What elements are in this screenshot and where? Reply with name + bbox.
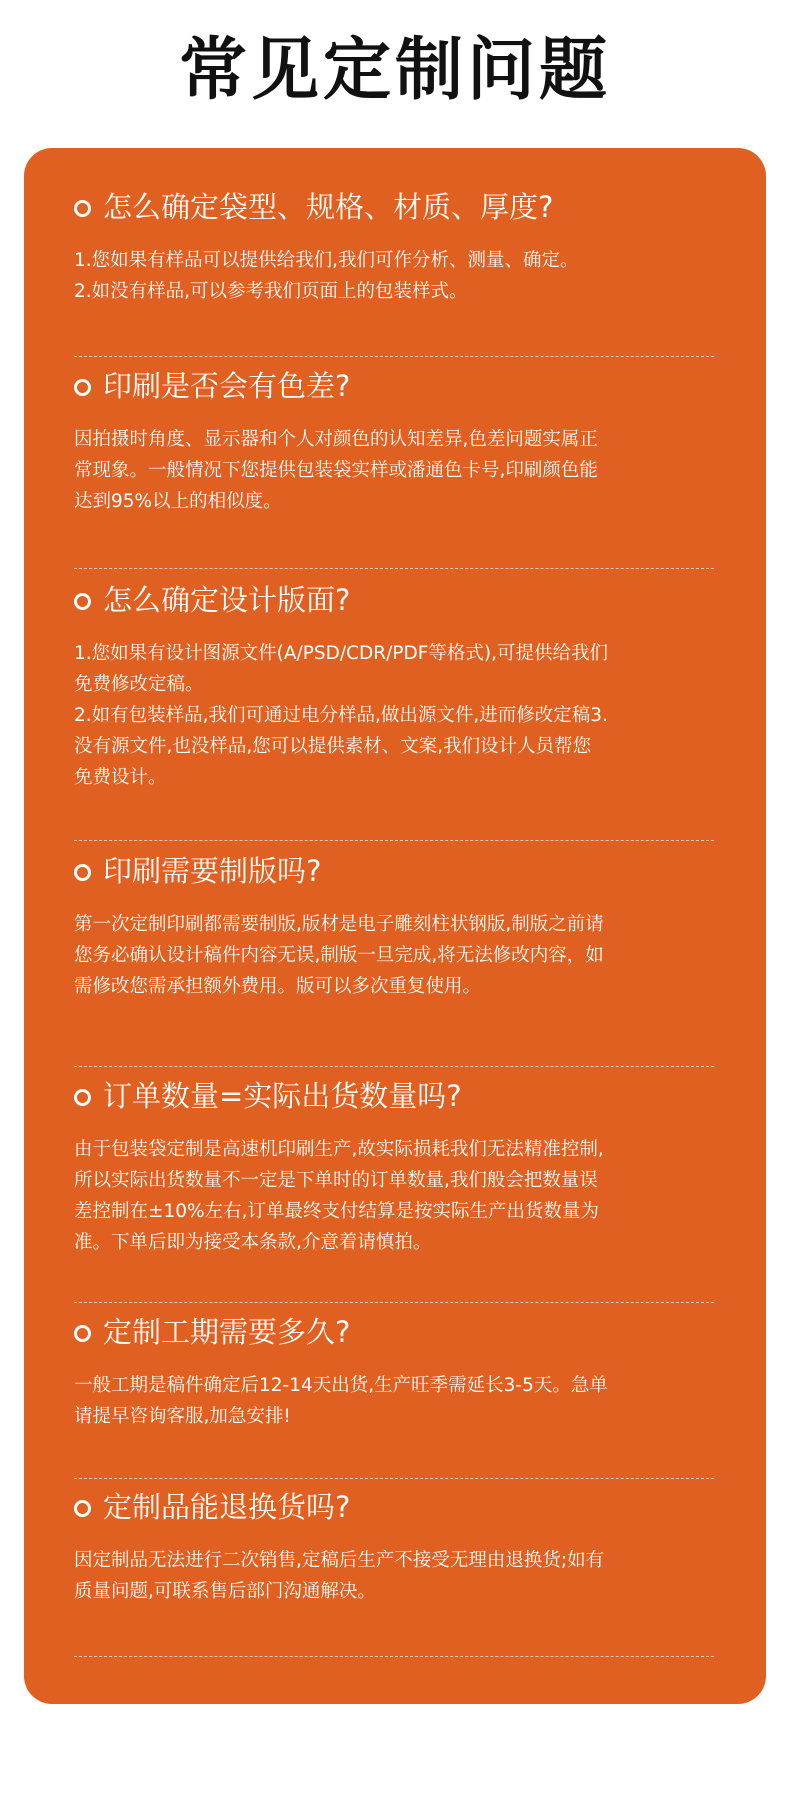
faq-item-plate-making bbox=[74, 849, 719, 1002]
answer-line: 一般工期是稿件确定后12-14天出货,生产旺季需延长3-5天。急单 bbox=[74, 1375, 608, 1396]
circle-bullet-icon bbox=[74, 379, 91, 396]
answer-line: 由于包装袋定制是高速机印刷生产,故实际损耗我们无法精准控制, bbox=[74, 1139, 604, 1160]
answer-line: 质量问题,可联系售后部门沟通解决。 bbox=[74, 1581, 376, 1602]
dashed-divider bbox=[74, 1478, 714, 1479]
answer-line: 因定制品无法进行二次销售,定稿后生产不接受无理由退换货;如有 bbox=[74, 1550, 605, 1571]
circle-bullet-icon bbox=[74, 864, 91, 881]
faq-item-returns bbox=[74, 1485, 719, 1607]
answer-line: 请提早咨询客服,加急安排! bbox=[74, 1406, 291, 1427]
circle-bullet-icon bbox=[74, 1500, 91, 1517]
faq-panel bbox=[24, 148, 766, 1704]
dashed-divider bbox=[74, 840, 714, 841]
circle-bullet-icon bbox=[74, 1325, 91, 1342]
answer-line: 1.您如果有样品可以提供给我们,我们可作分析、测量、确定。 bbox=[74, 250, 579, 271]
question-row bbox=[74, 849, 719, 895]
page-title: 常见定制问题 bbox=[178, 30, 611, 110]
question-row bbox=[74, 185, 719, 231]
answer-line: 差控制在±10%左右,订单最终支付结算是按实际生产出货数量为 bbox=[74, 1201, 600, 1222]
faq-item-design-layout bbox=[74, 578, 719, 793]
dashed-divider bbox=[74, 356, 714, 357]
answer-line: 常现象。一般情况下您提供包装袋实样或潘通色卡号,印刷颜色能 bbox=[74, 460, 598, 481]
answer-line: 所以实际出货数量不一定是下单时的订单数量,我们般会把数量误 bbox=[74, 1170, 598, 1191]
circle-bullet-icon bbox=[74, 593, 91, 610]
answer-line: 免费修改定稿。 bbox=[74, 674, 204, 695]
question-text: 印刷是否会有色差? bbox=[103, 369, 351, 403]
question-row bbox=[74, 1485, 719, 1531]
dashed-divider bbox=[74, 1066, 714, 1067]
answer-line: 第一次定制印刷都需要制版,版材是电子雕刻柱状钢版,制版之前请 bbox=[74, 914, 604, 935]
dashed-divider bbox=[74, 568, 714, 569]
circle-bullet-icon bbox=[74, 1089, 91, 1106]
question-text: 印刷需要制版吗? bbox=[103, 854, 322, 888]
faq-item-order-quantity bbox=[74, 1074, 719, 1258]
answer-line: 2.如没有样品,可以参考我们页面上的包装样式。 bbox=[74, 281, 468, 302]
answer-line: 因拍摄时角度、显示器和个人对颜色的认知差异,色差问题实属正 bbox=[74, 429, 598, 450]
answer-line: 没有源文件,也没样品,您可以提供素材、文案,我们设计人员帮您 bbox=[74, 736, 592, 757]
answer-text bbox=[74, 1370, 719, 1432]
question-text: 定制品能退换货吗? bbox=[103, 1490, 351, 1524]
answer-text bbox=[74, 245, 719, 307]
question-row bbox=[74, 578, 719, 624]
answer-text bbox=[74, 638, 719, 793]
answer-text bbox=[74, 424, 719, 517]
answer-text bbox=[74, 909, 719, 1002]
question-row bbox=[74, 364, 719, 410]
answer-line: 2.如有包装样品,我们可通过电分样品,做出源文件,进而修改定稿3. bbox=[74, 705, 608, 726]
faq-item-color-difference bbox=[74, 364, 719, 517]
faq-item-bag-type bbox=[74, 185, 719, 307]
question-row bbox=[74, 1310, 719, 1356]
answer-line: 达到95%以上的相似度。 bbox=[74, 491, 282, 512]
question-text: 订单数量=实际出货数量吗? bbox=[103, 1079, 462, 1113]
question-text: 怎么确定袋型、规格、材质、厚度? bbox=[103, 190, 554, 224]
dashed-divider bbox=[74, 1302, 714, 1303]
question-row bbox=[74, 1074, 719, 1120]
question-text: 怎么确定设计版面? bbox=[103, 583, 351, 617]
question-text: 定制工期需要多久? bbox=[103, 1315, 351, 1349]
circle-bullet-icon bbox=[74, 200, 91, 217]
dashed-divider bbox=[74, 1656, 714, 1657]
answer-line: 免费设计。 bbox=[74, 767, 167, 788]
answer-line: 1.您如果有设计图源文件(A/PSD/CDR/PDF等格式),可提供给我们 bbox=[74, 643, 609, 664]
answer-text bbox=[74, 1134, 719, 1258]
faq-item-lead-time bbox=[74, 1310, 719, 1432]
answer-line: 您务必确认设计稿件内容无误,制版一旦完成,将无法修改内容，如 bbox=[74, 945, 604, 966]
answer-line: 准。下单后即为接受本条款,介意着请慎拍。 bbox=[74, 1232, 432, 1253]
answer-text bbox=[74, 1545, 719, 1607]
answer-line: 需修改您需承担额外费用。版可以多次重复使用。 bbox=[74, 976, 482, 997]
